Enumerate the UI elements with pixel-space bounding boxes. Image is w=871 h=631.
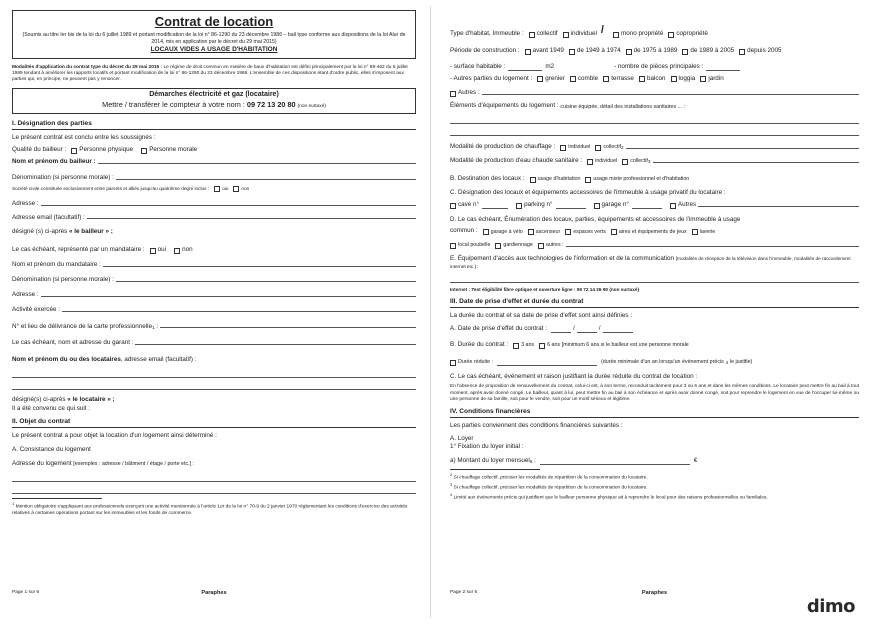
duree-intro-row	[450, 312, 859, 320]
consistance-row	[12, 446, 416, 454]
checkbox-individuel[interactable]	[563, 32, 569, 38]
copro-label: copropriété	[676, 29, 708, 37]
adresse-logement-examples: [exemples : adresse / bâtiment / étage / porte etc.] :	[73, 461, 194, 468]
loyer-label: A. Loyer	[450, 435, 474, 443]
locataires-row	[12, 356, 416, 364]
mandataire-non-label: non	[182, 246, 193, 254]
footnote-1: $^1$ Mention obligatoire s'appliquant aux professionnels exerçant une activité mentionnée à l'article 1er de la loi n° 70-9 du 2 janvier 1970 réglementant les conditions d'exercice des activités relatives à certaines opérations portant sur les immeubles et les fonds de commerce.	[12, 500, 408, 516]
individuel-label: individuel	[570, 29, 597, 37]
dimo-logo-text: dimo	[806, 596, 855, 617]
locataires-field-2[interactable]	[12, 380, 416, 390]
laverie-label: laverie	[699, 228, 716, 235]
checkbox-gardiennage[interactable]	[495, 243, 501, 249]
denomination-label: Dénomination (si personne morale) :	[12, 173, 114, 181]
terrasse-label: terrasse	[611, 74, 634, 82]
accessoires-row	[450, 201, 859, 209]
denom-mandataire-row	[12, 276, 416, 284]
contract-kind: LOCAUX VIDES A USAGE D'HABITATION	[150, 46, 278, 54]
modalites-heading: Modalités d'application du contrat type du décret du 29 mai 2015 :	[12, 65, 163, 71]
mandataire-oui-label: oui	[157, 246, 167, 254]
p4-label: de 1989 à 2005	[690, 46, 735, 54]
adresse-logement-row	[12, 460, 416, 468]
p1-label: avant 1949	[532, 46, 564, 54]
autres-label: Autres :	[458, 89, 480, 97]
adresse-logement-field-1[interactable]	[12, 472, 416, 482]
e-text: E. Équipement d'accès aux technologies de l'information et de la communication	[450, 254, 674, 262]
footnote-4-text: Limité aux événements précis qui justifient que le bailleur personne physique ait à reprendre le local pour des raisons professionnelles ou familiales.	[453, 495, 768, 501]
intro-text	[12, 134, 416, 142]
footnote-3: $^3$ Si chauffage collectif, préciser les modalités de répartition de la consommation du locataire.	[450, 481, 648, 491]
type-habitat-row	[450, 24, 859, 38]
mandataire-label: Le cas échéant, représenté par un mandataire :	[12, 246, 145, 254]
energy-promo-label: Mettre / transférer le compteur à votre nom :	[102, 100, 245, 110]
checkbox-terrasse[interactable]	[603, 76, 609, 82]
duree-reduite-label: Durée réduite :	[458, 358, 494, 365]
checkbox-jardin[interactable]	[700, 76, 706, 82]
checkbox-copropriete[interactable]	[668, 32, 674, 38]
autres-row	[450, 89, 859, 97]
footnote-2: $^2$ Si chauffage collectif, préciser les modalités de répartition de la consommation du locataire.	[450, 471, 648, 481]
section-date-duree: III. Date de prise d'effet et durée du contrat	[450, 298, 859, 308]
eau-collectif-label: collectif	[630, 158, 648, 165]
checkbox-chauffage-collectif[interactable]	[595, 145, 601, 151]
eau-individuel-label: individuel	[595, 158, 618, 165]
adresse-mandataire-label: Adresse :	[12, 290, 39, 298]
carte-pro-label: N° et lieu de délivrance de la carte professionnelle	[12, 322, 153, 330]
eau-row: Modalité de production d'eau chaude sanitaire : individuel collectif 3	[450, 157, 859, 165]
mono-label: mono propriété	[620, 29, 664, 37]
checkbox-1949-1974[interactable]	[569, 49, 575, 55]
checkbox-societe-non[interactable]	[233, 186, 239, 192]
e-field[interactable]	[450, 273, 859, 283]
checkbox-balcon[interactable]	[639, 76, 645, 82]
autres-parties-label: - Autres parties du logement :	[450, 74, 533, 82]
c-text-row	[450, 373, 859, 381]
adresse-logement-label: Adresse du logement	[12, 459, 72, 467]
page-number-right: Page 2 sur 6	[450, 590, 478, 595]
carte-pro-row: N° et lieu de délivrance de la carte professionnelle 1 :	[12, 323, 416, 331]
checkbox-societe-oui[interactable]	[214, 186, 220, 192]
contract-subtitle: (Soumis au titre Ier bis de la loi du 6 juillet 1989 et portant modification de la loi n° 86-1290 du 23 décembre 1986 – bail type conforme aux dispositions de la loi Alur de 2014, mis en application par le décret du 29 mai 2015)	[22, 32, 406, 45]
checkbox-cave[interactable]	[450, 203, 456, 209]
garant-row	[12, 339, 416, 347]
type-habitat-label: Type d'habitat, Immeuble :	[450, 29, 524, 37]
designe-loc-prefix: désigné(s) ci-après	[12, 396, 66, 404]
checkbox-grenier[interactable]	[537, 76, 543, 82]
elements-field-2[interactable]	[450, 126, 859, 136]
mandataire-row	[12, 246, 416, 254]
surface-label: - surface habitable :	[450, 62, 506, 70]
energy-promo-phone[interactable]: 09 72 13 20 80	[246, 100, 296, 110]
m2-label: m2	[545, 62, 555, 70]
checkbox-1975-1989[interactable]	[626, 49, 632, 55]
checkbox-chauffage-individuel[interactable]	[560, 145, 566, 151]
footnote-1-text: Mention obligatoire s'appliquant aux professionnels exerçant une activité mentionnée à l'article 1er de la loi n° 70-9 du 2 janvier 1970 réglementant les conditions d'exercice des activités relatives à certaines opérations portant sur les immeubles et les fonds de commerce.	[12, 504, 408, 516]
qualite-bailleur-row	[12, 146, 416, 154]
convenu-row	[12, 405, 416, 413]
date-year-field[interactable]	[603, 325, 633, 333]
duree-reduite-note2: le justifie)	[729, 358, 753, 365]
usage-mixte-label: usage mixte professionnel et d'habitation	[593, 176, 690, 183]
loyer-row	[450, 435, 859, 443]
montant-row: a) Montant du loyer mensuel 5 : €	[450, 457, 698, 465]
checkbox-collectif[interactable]	[529, 32, 535, 38]
commun-label: commun :	[450, 227, 478, 235]
checkbox-mandataire-non[interactable]	[174, 248, 180, 254]
designe-locataire-row	[12, 396, 416, 404]
ans3-label: 3 ans	[521, 341, 535, 348]
contract-title: Contrat de location	[154, 14, 274, 29]
periode-row	[450, 47, 859, 55]
adresse-email-label: Adresse email (facultatif) :	[12, 213, 85, 221]
grenier-label: grenier	[545, 74, 565, 82]
checkbox-eau-individuel[interactable]	[587, 159, 593, 165]
footnote-rule-right	[450, 469, 540, 470]
ans6-label: 6 ans	[547, 341, 561, 348]
periode-label: Période de construction :	[450, 46, 520, 54]
date-month-field[interactable]	[577, 325, 597, 333]
adresse-mandataire-row	[12, 291, 416, 299]
locataires-field-1[interactable]	[12, 368, 416, 378]
chauffage-collectif-label: collectif	[603, 144, 622, 151]
autres-parties-row	[450, 75, 859, 83]
footnote-2-text: Si chauffage collectif, préciser les modalités de répartition de la consommation du locataire.	[453, 475, 648, 481]
ascenseur-label: ascenseur	[535, 228, 561, 235]
denomination-field[interactable]	[116, 178, 416, 180]
checkbox-laverie[interactable]	[692, 229, 698, 235]
autres2-label: Autres	[677, 200, 697, 208]
jardin-label: jardin	[708, 74, 724, 82]
chauffage-row: Modalité de production de chauffage : individuel collectif 2	[450, 143, 859, 151]
consistance-label: A. Consistance du logement	[12, 446, 91, 453]
duree-reduite-field[interactable]	[497, 358, 597, 366]
checkbox-6-ans[interactable]	[539, 343, 545, 349]
checkbox-mono-propriete[interactable]	[613, 32, 619, 38]
nom-mandataire-label: Nom et prénom du mandataire :	[12, 261, 101, 269]
societe-non-label: non	[241, 185, 250, 191]
duree-intro: La durée du contrat et sa date de prise d'effet sont ainsi définies :	[450, 311, 633, 319]
right-page	[432, 0, 871, 631]
euro-symbol: €	[693, 457, 698, 465]
checkbox-personne-physique[interactable]	[71, 148, 77, 154]
locataires-label: Nom et prénom du ou des locataires	[12, 356, 121, 364]
elements-field-1[interactable]	[450, 114, 859, 124]
commun-row	[450, 227, 859, 235]
garant-label: Le cas échéant, nom et adresse du garant :	[12, 339, 134, 347]
page-divider	[430, 6, 431, 618]
fixation-row	[450, 443, 859, 451]
energy-promo-text	[17, 100, 411, 110]
elements-label: Éléments d'équipements du logement :	[450, 102, 559, 110]
duree-reduite-note: (durée minimale d'un an lorsqu'un événement précis	[601, 358, 724, 365]
autres-field[interactable]	[482, 93, 859, 95]
local-poubelle-label: local poubelle	[458, 242, 491, 249]
collectif-label: collectif	[536, 29, 558, 37]
checkbox-aires-jeux[interactable]	[611, 229, 617, 235]
section-conditions-financieres: IV. Conditions financières	[450, 408, 859, 418]
denom-mandataire-label: Dénomination (si personne morale) :	[12, 276, 114, 284]
footnote-rule	[12, 498, 102, 499]
surface-row	[450, 63, 859, 71]
checkbox-loggia[interactable]	[671, 76, 677, 82]
p3-label: de 1975 à 1989	[633, 46, 678, 54]
carte-pro-field[interactable]	[160, 326, 416, 328]
checkbox-3-ans[interactable]	[513, 343, 519, 349]
cave-label: cave n°	[458, 200, 480, 208]
checkbox-garage-velo[interactable]	[483, 229, 489, 235]
p2-label: de 1949 à 1974	[576, 46, 621, 54]
checkbox-espaces-verts[interactable]	[565, 229, 571, 235]
garage-label: garage n°	[601, 200, 629, 208]
convenu-label: Il a été convenu ce qui suit :	[12, 405, 91, 413]
e-note: [modalités de réception de la télévision dans l'immeuble, modalités de raccordement internet etc.] :	[450, 255, 851, 269]
pieces-field[interactable]	[706, 63, 740, 71]
chauffage-label: Modalité de production de chauffage :	[450, 143, 556, 151]
nom-mandataire-field[interactable]	[103, 265, 416, 267]
denomination-row	[12, 174, 416, 182]
pieces-label: - nombre de pièces principales :	[614, 62, 704, 70]
footnote-4: $^4$ Limité aux événements précis qui justifient que le bailleur personne physique ait à reprendre le local pour des raisons professionnelles ou familiales.	[450, 492, 768, 501]
energy-promo-title: Démarches électricité et gaz (locataire)	[149, 91, 279, 99]
autres3-field[interactable]	[566, 245, 859, 247]
cave-field[interactable]	[482, 201, 508, 209]
loggia-label: loggia	[678, 74, 696, 82]
p5-label: depuis 2005	[747, 46, 782, 54]
contract-title-box	[12, 10, 416, 59]
designation-c-row	[450, 189, 859, 197]
garant-field[interactable]	[135, 343, 416, 345]
garage-velo-label: garage à vélo	[490, 228, 523, 235]
personne-morale-label: Personne morale	[149, 146, 198, 154]
slash-separator: /	[600, 24, 604, 36]
garage-field[interactable]	[632, 201, 662, 209]
nom-mandataire-row	[12, 261, 416, 269]
footnote-3-text: Si chauffage collectif, préciser les modalités de répartition de la consommation du locataire.	[453, 485, 648, 491]
espaces-verts-label: espaces verts	[573, 228, 606, 235]
checkbox-depuis-2005[interactable]	[739, 49, 745, 55]
date-effet-row: A. Date de prise d'effet du contrat : / /	[450, 325, 859, 333]
duree-reduite-row: Durée réduite : (durée minimale d'un an lorsqu'un événement précis 4 le justifie)	[450, 358, 859, 366]
designe-prefix: désigné (s) ci-après	[12, 228, 68, 236]
objet-row	[12, 432, 416, 440]
surface-field[interactable]	[508, 63, 542, 71]
adresse-label: Adresse :	[12, 199, 39, 207]
balcon-label: balcon	[646, 74, 666, 82]
left-page	[0, 0, 430, 631]
objet-label: Le présent contrat a pour objet la location d'un logement ainsi déterminé :	[12, 432, 217, 440]
checkbox-autres-accessoires[interactable]	[670, 203, 676, 209]
checkbox-avant-1949[interactable]	[525, 49, 531, 55]
checkbox-autres-commun[interactable]	[538, 243, 544, 249]
section-objet-contrat: II. Objet du contrat	[12, 418, 416, 428]
qualite-label: Qualité du bailleur :	[12, 146, 67, 154]
personne-physique-label: Personne physique	[79, 146, 134, 154]
aires-jeux-label: aires et équipements de jeux	[618, 228, 687, 235]
energy-promo-note: (non surtaxé)	[297, 104, 326, 110]
usage-hab-label: usage d'habitation	[537, 176, 581, 183]
checkbox-usage-mixte[interactable]	[585, 177, 591, 183]
fixation-label: 1° Fixation du loyer initial :	[450, 443, 524, 451]
modalites-text: Le régime de droit commun en matière de baux d'habitation est défini principalement par la loi n° 89-462 du 6 juillet 1989 tendant à améliorer les rapports locatifs et portant modification de la loi n° 86-1290 du 23 décembre 1986. L'ensemble de ces dispositions étant d'ordre public, elles s'imposent aux parties qui, en principe, ne peuvent pas y renoncer.	[12, 65, 408, 83]
paraphes-right: Paraphes	[641, 590, 668, 596]
checkbox-1989-2005[interactable]	[682, 49, 688, 55]
montant-label: a) Montant du loyer mensuel	[450, 457, 530, 465]
designe-bailleur: « le bailleur » ;	[69, 228, 113, 236]
commun-row-2	[450, 242, 859, 249]
nom-bailleur-field[interactable]	[98, 162, 416, 164]
denom-mandataire-field[interactable]	[116, 280, 416, 282]
comble-label: comble	[577, 74, 599, 82]
duree-row	[450, 341, 859, 349]
ans6-note: [minimum 6 ans si le bailleur est une personne morale	[561, 341, 689, 348]
section-designation-parties: I. Désignation des parties	[12, 120, 416, 130]
chauffage-individuel-label: individuel	[568, 144, 591, 151]
nom-bailleur-label: Nom et prénom du bailleur :	[12, 158, 96, 166]
adresse-mandataire-field[interactable]	[41, 295, 416, 297]
adresse-email-field[interactable]	[87, 217, 416, 219]
checkbox-personne-morale[interactable]	[141, 148, 147, 154]
intro-label: Le présent contrat est conclu entre les soussignés :	[12, 134, 156, 142]
autres2-field[interactable]	[698, 205, 859, 207]
duree-label: B. Durée du contrat :	[450, 340, 509, 348]
e-text-row	[450, 255, 859, 271]
activite-row	[12, 306, 416, 314]
checkbox-comble[interactable]	[570, 76, 576, 82]
d-text-row	[450, 216, 859, 224]
c-text: C. Le cas échéant, événement et raison justifiant la durée réduite du contrat de location :	[450, 372, 698, 380]
chauffage-field[interactable]	[626, 147, 859, 149]
date-day-field[interactable]	[551, 325, 571, 333]
designation-c-label: C. Désignation des locaux et équipements accessoires de l'immeuble à usage privatif du locataire :	[450, 188, 726, 196]
locataires-suffix: , adresse email (facultatif) :	[120, 356, 197, 364]
societe-civile-row	[12, 186, 416, 192]
elements-examples: cuisine équipée, détail des installations sanitaires ... :	[560, 103, 685, 110]
activite-field[interactable]	[62, 310, 416, 312]
eau-label: Modalité de production d'eau chaude sanitaire :	[450, 157, 583, 165]
adresse-field[interactable]	[41, 204, 416, 206]
parking-field[interactable]	[556, 201, 586, 209]
date-effet-label: A. Date de prise d'effet du contrat :	[450, 324, 547, 332]
page-number-left: Page 1 sur 6	[12, 590, 40, 595]
destination-label: B. Destination des locaux :	[450, 174, 525, 182]
checkbox-parking[interactable]	[516, 203, 522, 209]
gardiennage-label: gardiennage	[503, 242, 533, 249]
dimo-logo[interactable]	[807, 596, 855, 617]
d-text: D. Le cas échéant, Énumération des locaux, parties, équipements et accessoires de l'immeuble à usage	[450, 215, 741, 223]
adresse-logement-field-2[interactable]	[12, 484, 416, 494]
societe-oui-label: oui	[222, 185, 229, 191]
checkbox-eau-collectif[interactable]	[622, 159, 628, 165]
checkbox-garage[interactable]	[594, 203, 600, 209]
paraphes-left: Paraphes	[201, 590, 227, 596]
checkbox-local-poubelle[interactable]	[450, 243, 456, 249]
designe-bailleur-row	[12, 228, 416, 236]
renouvellement-paragraph: En l'absence de proposition de renouvellement du contrat, celui-ci est, à son terme, reconduit tacitement pour 3 ou 6 ans et dans les mêmes conditions. Le locataire peut mettre fin au bail à tout moment, après avoir donné congé. Le bailleur, quant à lui, peut mettre fin au bail à son échéance et après avoir donné congé, soit pour reprendre le logement en vue de l'occuper lui-même ou une personne de sa famille, soit pour le vendre, soit pour un motif sérieux et légitime.	[450, 384, 859, 402]
destination-row	[450, 175, 859, 183]
adresse-row	[12, 200, 416, 208]
checkbox-duree-reduite[interactable]	[450, 360, 456, 366]
autres3-label: autres :	[545, 242, 564, 249]
modalites-paragraph	[12, 65, 416, 83]
fin-intro-row	[450, 422, 859, 430]
adresse-email-row	[12, 214, 416, 222]
parking-label: parking n°	[524, 200, 553, 208]
fin-intro: Les parties conviennent des conditions financières suivantes :	[450, 422, 623, 430]
internet-line[interactable]: Internet : Test éligibilité fibre optique et ouverture ligne : 09 72 14 26 90 (non surtaxé)	[450, 286, 640, 292]
activite-label: Activité exercée :	[12, 305, 60, 313]
energy-promo-box	[12, 88, 416, 114]
designe-locataire: « le locataire » ;	[67, 396, 115, 404]
elements-row	[450, 102, 859, 110]
montant-field[interactable]	[540, 457, 690, 465]
checkbox-usage-habitation[interactable]	[530, 177, 536, 183]
eau-field[interactable]	[653, 161, 859, 163]
checkbox-ascenseur[interactable]	[528, 229, 534, 235]
checkbox-mandataire-oui[interactable]	[150, 248, 156, 254]
checkbox-autres[interactable]	[450, 91, 456, 97]
societe-civile-label: Société civile constituée exclusivement entre parents et alliés jusqu'au quatrième degré inclus :	[12, 185, 210, 191]
nom-bailleur-row	[12, 158, 416, 166]
